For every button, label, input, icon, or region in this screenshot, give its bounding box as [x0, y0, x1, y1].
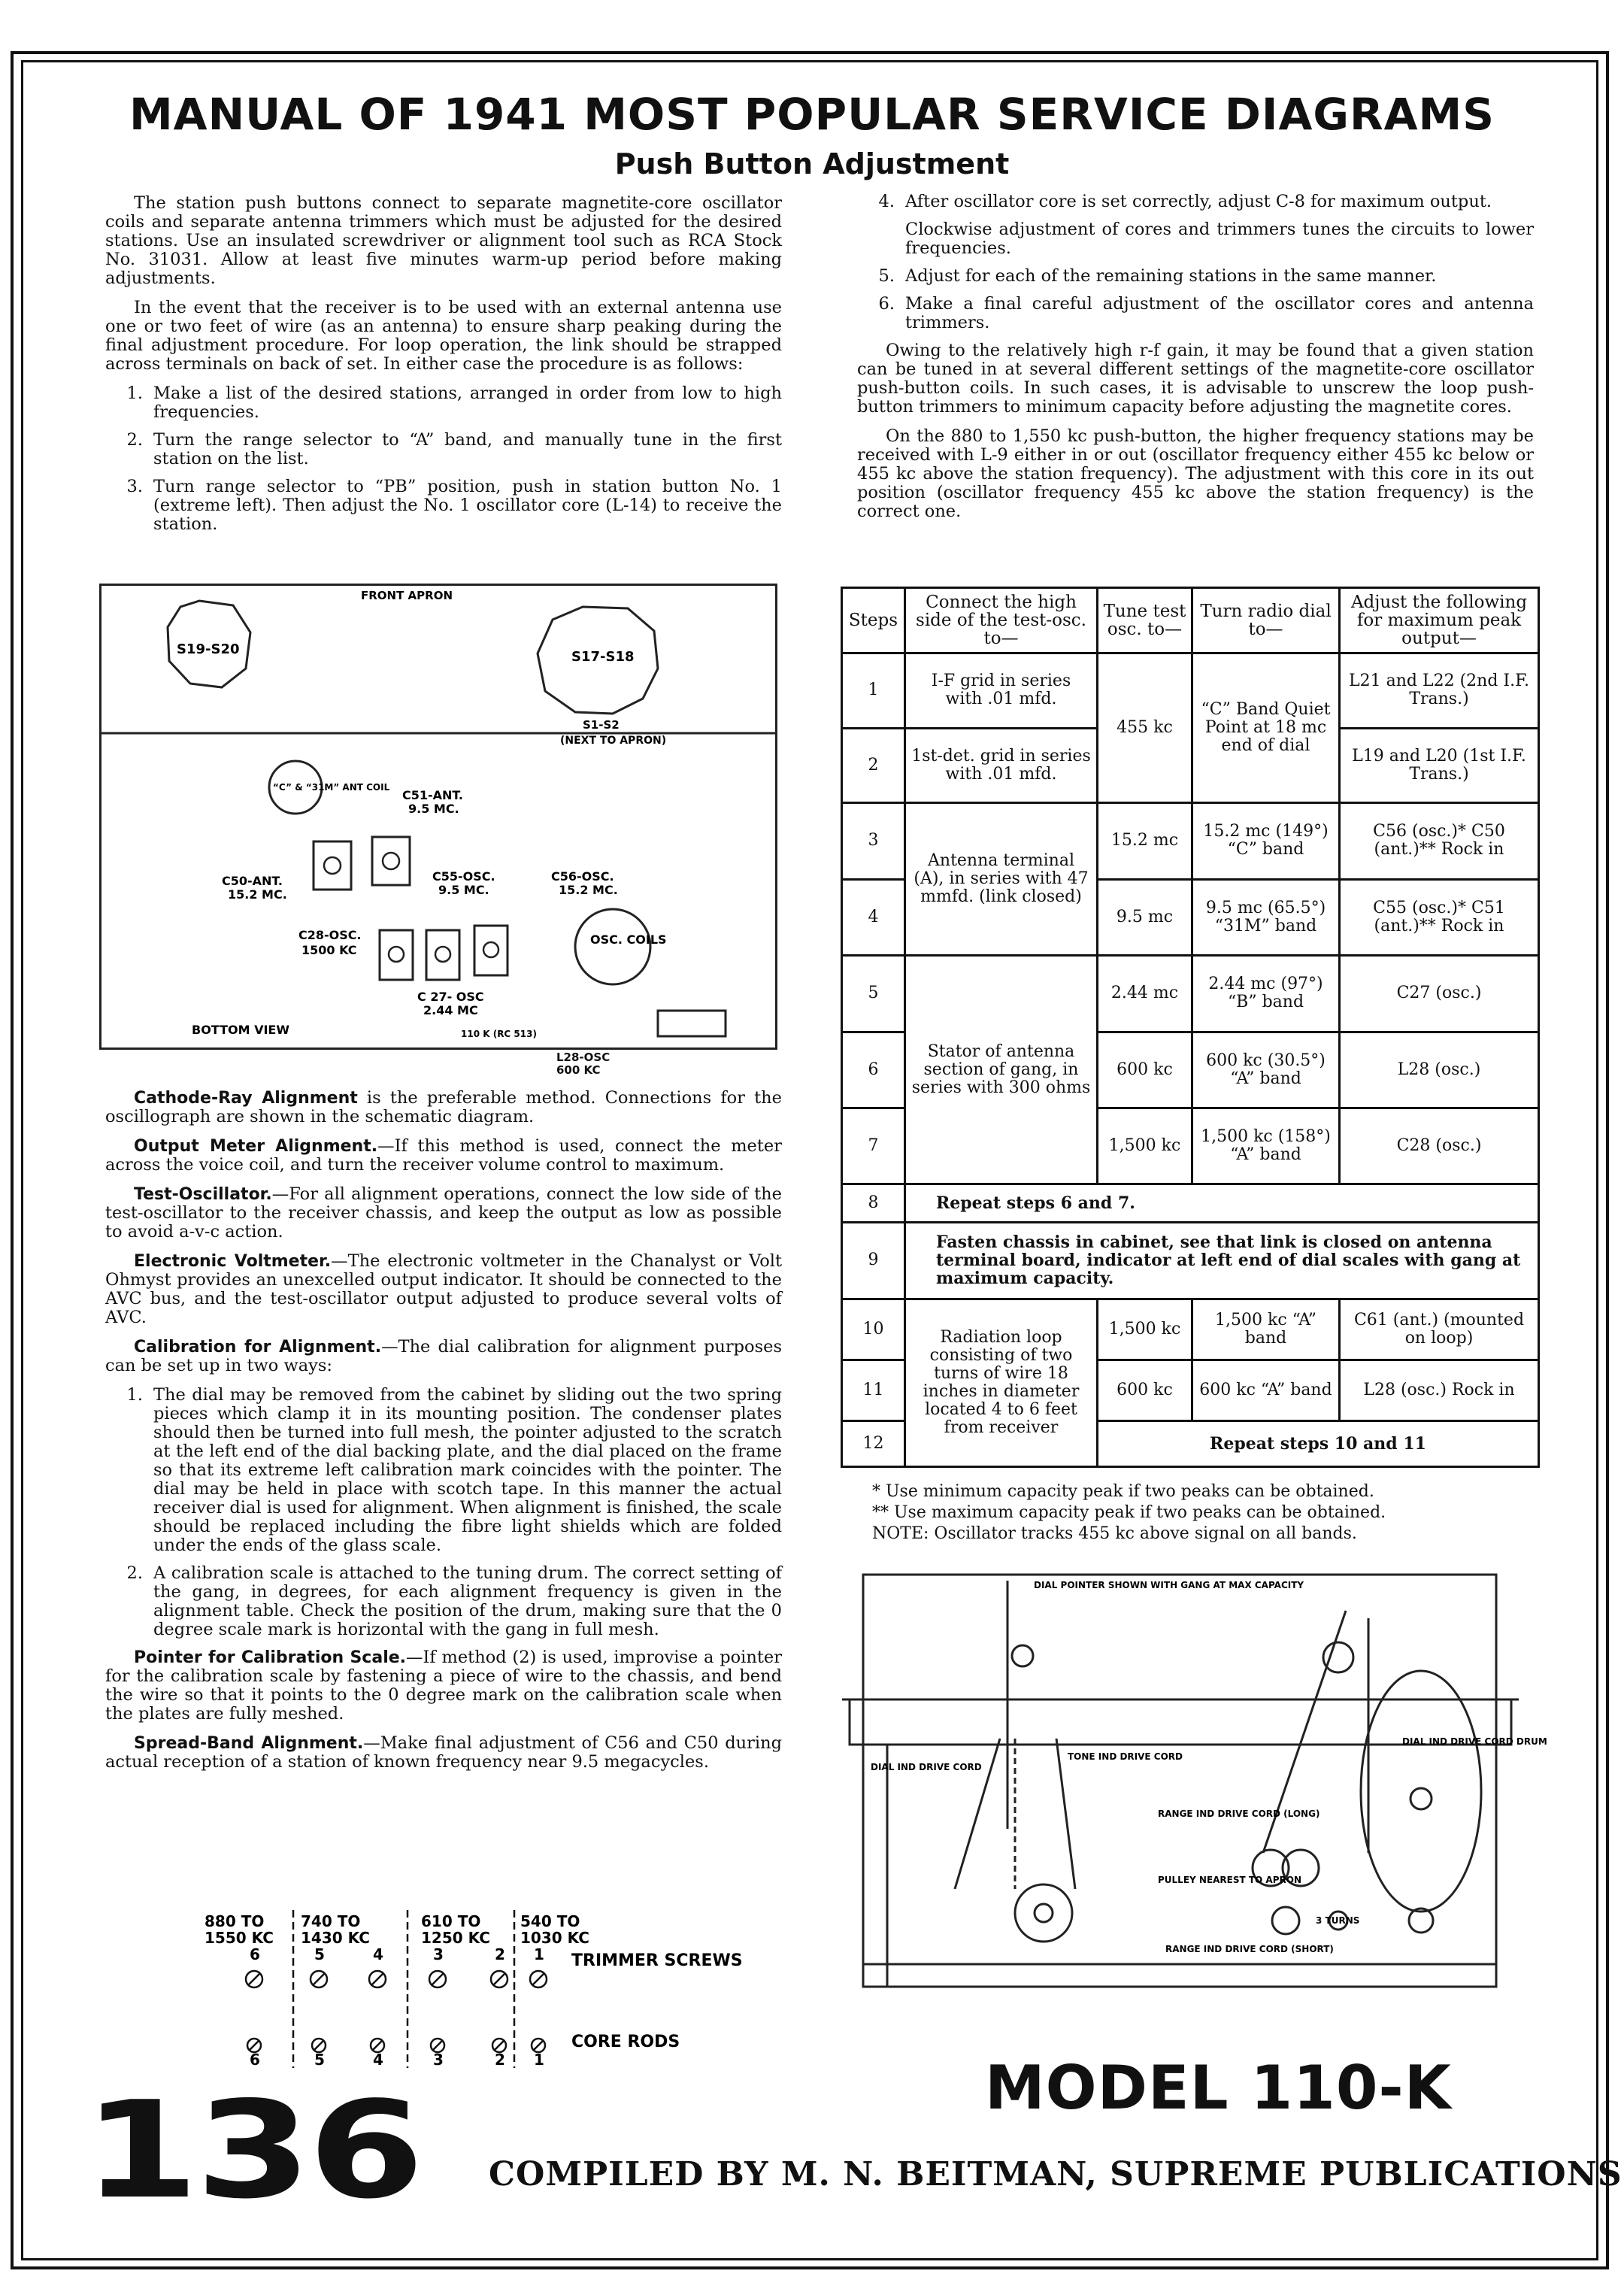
switch-s19-label: S19-S20 — [177, 641, 240, 657]
dial-drum-label: DIAL IND DRIVE CORD DRUM — [1402, 1736, 1547, 1747]
page-number: 136 — [83, 2072, 421, 2228]
step-cell: 12 — [842, 1421, 905, 1467]
three-turns-label: 3 TURNS — [1316, 1915, 1360, 1926]
manual-title: MANUAL OF 1941 MOST POPULAR SERVICE DIAGRAMS — [129, 89, 1495, 140]
core-num-4: 4 — [373, 2051, 383, 2069]
c55-label: C55-OSC. — [432, 869, 495, 884]
switch-s17-label: S17-S18 — [571, 649, 635, 665]
tune-cell: 455 kc — [1098, 653, 1192, 803]
table-row — [842, 653, 1539, 728]
c50-trimmer — [314, 841, 351, 890]
connect-cell: Stator of antenna section of gang, in series with 300 ohms — [905, 956, 1098, 1184]
calibration-step: 1. The dial may be removed from the cabinet by sliding out the two spring pieces which clamp it in its mounting position. The condenser plates should then be turned into full mesh, the pointer adjusted to the scratch at the left end of the dial backing plate, and the dial placed on the frame so that its extreme left calibration mark coincides with the pointer. The dial may be held in place with scotch tape. In this manner the actual receiver dial is used for alignment. When alignment is finished, the scale should be replaced including the fibre light shields which are folded under the ends of the glass scale. — [126, 1385, 782, 1555]
trim-num-6: 6 — [250, 1945, 260, 1963]
bottom-view-label: BOTTOM VIEW — [192, 1023, 289, 1037]
s1-s2-label: S1-S2 — [583, 718, 620, 732]
step-cell: 7 — [842, 1108, 905, 1184]
step-cell: 8 — [842, 1184, 905, 1223]
step-cell: 10 — [842, 1299, 905, 1360]
trim-num-4: 4 — [373, 1945, 383, 1963]
dial-cell: 9.5 mc (65.5°) “31M” band — [1192, 879, 1340, 955]
alignment-table — [841, 587, 1540, 1468]
procedure-step: 3. Turn range selector to “PB” position, push in station button No. 1 (extreme left). Then adjust the No. 1 oscillator core (L-14) to receive the station. — [126, 477, 782, 534]
spread-band-paragraph: Spread-Band Alignment.—Make final adjustment of C56 and C50 during actual reception of a station of known frequency near 9.5 megacycles. — [105, 1733, 783, 1772]
osc-coils-label: OSC. COILS — [590, 932, 667, 947]
c27-label: C 27- OSC — [417, 990, 484, 1004]
left-alignment-notes — [105, 1089, 782, 1782]
range-4-label2: 1030 KC — [520, 1929, 589, 1947]
antenna-paragraph: In the event that the receiver is to be used with an external antenna use one or two feet of wire (as an antenna) to ensure sharp peaking during the final adjustment procedure. For loop operation, the link should be strapped across terminals on back of set. In either case the procedure is as follows: — [105, 298, 782, 374]
core-num-2: 2 — [495, 2051, 505, 2069]
test-oscillator-paragraph: Test-Oscillator.—For all alignment operations, connect the low side of the test-oscillator to the receiver chassis, and keep the output as low as possible to avoid a-v-c action. — [105, 1184, 782, 1242]
step-cell: 9 — [842, 1223, 905, 1299]
c55-value: 9.5 MC. — [438, 883, 489, 897]
table-row — [842, 956, 1539, 1032]
range-1-label: 880 TO — [205, 1912, 265, 1930]
table-footnotes — [872, 1481, 1386, 1545]
left-intro — [105, 194, 782, 543]
connect-cell: Radiation loop consisting of two turns of wire 18 inches in diameter located 4 to 6 feet from receiver — [905, 1299, 1098, 1466]
cathode-ray-paragraph: Cathode-Ray Alignment is the preferable method. Connections for the oscillograph are shown in the schematic diagram. — [105, 1088, 782, 1126]
c50-value: 15.2 MC. — [228, 887, 287, 902]
push-button-880-paragraph: On the 880 to 1,550 kc push-button, the higher frequency stations may be received with L-9 either in or out (oscillator frequency either 455 kc below or 455 kc above the station frequency). The adjustment with this core in its out position (oscillator frequency 455 kc above the station frequency) is the correct one. — [857, 426, 1534, 521]
c27-value: 2.44 MC — [423, 1003, 478, 1017]
dial-cord-svg — [842, 1573, 1547, 1994]
osc-coils-circle — [575, 909, 650, 984]
dial-pointer-label: DIAL POINTER SHOWN WITH GANG AT MAX CAPACITY — [1034, 1580, 1304, 1590]
tune-cell: 600 kc — [1098, 1360, 1192, 1420]
adjust-cell: L19 and L20 (1st I.F. Trans.) — [1340, 728, 1539, 802]
procedure-step: 2. Turn the range selector to “A” band, and manually tune in the first station on the list. — [126, 430, 782, 468]
c28-trimmer — [380, 930, 413, 980]
adjust-cell: C56 (osc.)* C50 (ant.)** Rock in — [1340, 803, 1539, 879]
span-cell: Repeat steps 6 and 7. — [905, 1184, 1539, 1223]
pulley-label: PULLEY NEAREST TO APRON — [1158, 1875, 1301, 1885]
calibration-paragraph: Calibration for Alignment.—The dial calibration for alignment purposes can be set up in two ways: — [105, 1337, 783, 1375]
c50-label: C50-ANT. — [222, 874, 283, 888]
dial-cell: 1,500 kc (158°) “A” band — [1192, 1108, 1340, 1184]
step-cell: 11 — [842, 1360, 905, 1420]
section-title: Push Button Adjustment — [614, 147, 1010, 180]
adjust-cell: C55 (osc.)* C51 (ant.)** Rock in — [1340, 879, 1539, 955]
rf-gain-paragraph: Owing to the relatively high r-f gain, it may be found that a given station can be tuned in at several different settings of the magnetite-core oscillator push-button coils. In such cases, it is advisable to unscrew the loop push-button trimmers to minimum capacity before adjusting the magnetite cores. — [857, 341, 1534, 417]
step-cell: 6 — [842, 1032, 905, 1108]
tune-cell: 9.5 mc — [1098, 879, 1192, 955]
trimmer-core-chart — [203, 1910, 744, 2068]
trim-num-2: 2 — [495, 1945, 505, 1963]
front-apron-label: FRONT APRON — [361, 589, 453, 602]
adjust-cell: C28 (osc.) — [1340, 1108, 1539, 1184]
pointer-paragraph: Pointer for Calibration Scale.—If method (2) is used, improvise a pointer for the calibration scale by fastening a piece of wire to the chassis, and bend the wire so that it points to the 0 degree mark on the calibration scale when the plates are fully meshed. — [105, 1648, 782, 1724]
voltmeter-paragraph: Electronic Voltmeter.—The electronic voltmeter in the Chanalyst or Volt Ohmyst provides an unexcelled output indicator. It should be connected to the AVC bus, and the test-oscillator output adjusted to produce several volts of AVC. — [105, 1251, 782, 1327]
tune-cell: 2.44 mc — [1098, 956, 1192, 1032]
table-row — [842, 1299, 1539, 1360]
dial-cell: 600 kc “A” band — [1192, 1360, 1340, 1420]
intro-paragraph: The station push buttons connect to separate magnetite-core oscillator coils and separate antenna trimmers which must be adjusted for the desired stations. Use an insulated screwdriver or alignment tool such as RCA Stock No. 31031. Allow at least five minutes warm-up period before making adjustments. — [105, 193, 782, 288]
calibration-list — [105, 1386, 782, 1639]
trim-num-1: 1 — [534, 1945, 544, 1963]
c28-value: 1500 KC — [301, 943, 357, 957]
c51-label: C51-ANT. — [402, 788, 463, 802]
connect-cell: I-F grid in series with .01 mfd. — [905, 653, 1098, 728]
trimmer-screws-label: TRIMMER SCREWS — [571, 1951, 743, 1970]
chassis-bottom-view-diagram — [99, 584, 777, 1050]
span-cell: Repeat steps 10 and 11 — [1098, 1421, 1539, 1467]
c51-trimmer — [372, 837, 410, 885]
model-code-label: 110 K (RC 513) — [461, 1029, 537, 1039]
header-dial: Turn radio dial to— — [1192, 588, 1340, 653]
step-cell: 2 — [842, 728, 905, 802]
core-num-6: 6 — [250, 2051, 260, 2069]
footnote-note: NOTE: Oscillator tracks 455 kc above signal on all bands. — [872, 1524, 1357, 1543]
tune-cell: 15.2 mc — [1098, 803, 1192, 879]
range-long-label: RANGE IND DRIVE CORD (LONG) — [1158, 1808, 1320, 1819]
l28-value: 600 KC — [556, 1063, 601, 1077]
c51-value: 9.5 MC. — [408, 802, 459, 816]
procedure-list-continued — [857, 193, 1534, 332]
procedure-step: 1. Make a list of the desired stations, arranged in order from low to high frequencies. — [126, 384, 782, 422]
compiler-credit: COMPILED BY M. N. BEITMAN, SUPREME PUBLICATIONS — [489, 2155, 1622, 2194]
adjust-cell: L28 (osc.) — [1340, 1032, 1539, 1108]
adjust-cell: C27 (osc.) — [1340, 956, 1539, 1032]
header-tune: Tune test osc. to— — [1098, 588, 1192, 653]
calibration-step: 2. A calibration scale is attached to the tuning drum. The correct setting of the gang, in degrees, for each alignment frequency is given in the alignment table. Check the position of the drum, making sure that the 0 degree scale mark is horizontal with the gang in full mesh. — [126, 1563, 782, 1639]
trim-num-5: 5 — [314, 1945, 325, 1963]
c56-value: 15.2 MC. — [559, 883, 618, 897]
range-2-label: 740 TO — [301, 1912, 361, 1930]
model-label: MODEL 110-K — [985, 2053, 1452, 2123]
l28-callout — [556, 1051, 707, 1077]
output-meter-paragraph: Output Meter Alignment.—If this method is used, connect the meter across the voice coil, and turn the receiver volume control to maximum. — [105, 1136, 782, 1175]
table-header-row — [842, 588, 1539, 653]
c27-trimmer — [426, 930, 459, 980]
step-cell: 3 — [842, 803, 905, 879]
step-cell: 5 — [842, 956, 905, 1032]
dial-cell: 2.44 mc (97°) “B” band — [1192, 956, 1340, 1032]
procedure-list — [105, 384, 782, 534]
c56-label: C56-OSC. — [551, 869, 614, 884]
range-1-label2: 1550 KC — [205, 1929, 274, 1947]
dial-cord-diagram — [842, 1573, 1547, 1994]
table-row — [842, 1223, 1539, 1299]
trimmer-chart-svg — [203, 1910, 744, 2068]
l28-coil — [658, 1011, 726, 1036]
dial-cell: “C” Band Quiet Point at 18 mc end of dial — [1192, 653, 1340, 803]
connect-cell: 1st-det. grid in series with .01 mfd. — [905, 728, 1098, 802]
connect-cell: Antenna terminal (A), in series with 47 mmfd. (link closed) — [905, 803, 1098, 956]
header-connect: Connect the high side of the test-osc. to— — [905, 588, 1098, 653]
right-intro — [857, 193, 1534, 532]
footnote-min: * Use minimum capacity peak if two peaks can be obtained. — [872, 1482, 1374, 1501]
step-cell: 4 — [842, 879, 905, 955]
range-4-label: 540 TO — [520, 1912, 580, 1930]
dial-cell: 1,500 kc “A” band — [1192, 1299, 1340, 1360]
procedure-step: 6. Make a final careful adjustment of the oscillator cores and antenna trimmers. — [878, 294, 1534, 332]
tone-ind-label: TONE IND DRIVE CORD — [1068, 1751, 1183, 1762]
table-row — [842, 803, 1539, 879]
adjust-cell: L21 and L22 (2nd I.F. Trans.) — [1340, 653, 1539, 728]
ant-coil-label: “C” & “31M” ANT COIL — [273, 782, 390, 793]
chassis-diagram-svg — [102, 586, 775, 1047]
dial-cell: 15.2 mc (149°) “C” band — [1192, 803, 1340, 879]
header-steps: Steps — [842, 588, 905, 653]
procedure-note: Clockwise adjustment of cores and trimmers tunes the circuits to lower frequencies. — [905, 220, 1534, 258]
l28-label: L28-OSC — [556, 1051, 611, 1064]
core-num-3: 3 — [433, 2051, 444, 2069]
range-3-label: 610 TO — [421, 1912, 481, 1930]
range-short-label: RANGE IND DRIVE CORD (SHORT) — [1165, 1944, 1334, 1954]
range-2-label2: 1430 KC — [301, 1929, 370, 1947]
c28-label: C28-OSC. — [298, 928, 362, 942]
c55-trimmer — [474, 926, 508, 975]
table-row — [842, 1184, 1539, 1223]
header-adjust: Adjust the following for maximum peak output— — [1340, 588, 1539, 653]
dial-cell: 600 kc (30.5°) “A” band — [1192, 1032, 1340, 1108]
adjust-cell: L28 (osc.) Rock in — [1340, 1360, 1539, 1420]
range-3-label2: 1250 KC — [421, 1929, 490, 1947]
dial-ind-drive-left-label: DIAL IND DRIVE CORD — [871, 1762, 982, 1772]
core-rods-label: CORE RODS — [571, 2033, 680, 2051]
trim-num-3: 3 — [433, 1945, 444, 1963]
tune-cell: 600 kc — [1098, 1032, 1192, 1108]
footnote-max: ** Use maximum capacity peak if two peaks can be obtained. — [872, 1503, 1386, 1522]
core-num-5: 5 — [314, 2051, 325, 2069]
core-num-1: 1 — [534, 2051, 544, 2069]
span-cell: Fasten chassis in cabinet, see that link is closed on antenna terminal board, indicator at left end of dial scales with gang at maximum capacity. — [905, 1223, 1539, 1299]
next-to-apron-label: (NEXT TO APRON) — [560, 735, 667, 747]
procedure-step: 4. After oscillator core is set correctly, adjust C-8 for maximum output. — [878, 192, 1492, 211]
step-cell: 1 — [842, 653, 905, 728]
tune-cell: 1,500 kc — [1098, 1299, 1192, 1360]
adjust-cell: C61 (ant.) (mounted on loop) — [1340, 1299, 1539, 1360]
tune-cell: 1,500 kc — [1098, 1108, 1192, 1184]
procedure-step: 5. Adjust for each of the remaining stations in the same manner. — [878, 266, 1437, 286]
